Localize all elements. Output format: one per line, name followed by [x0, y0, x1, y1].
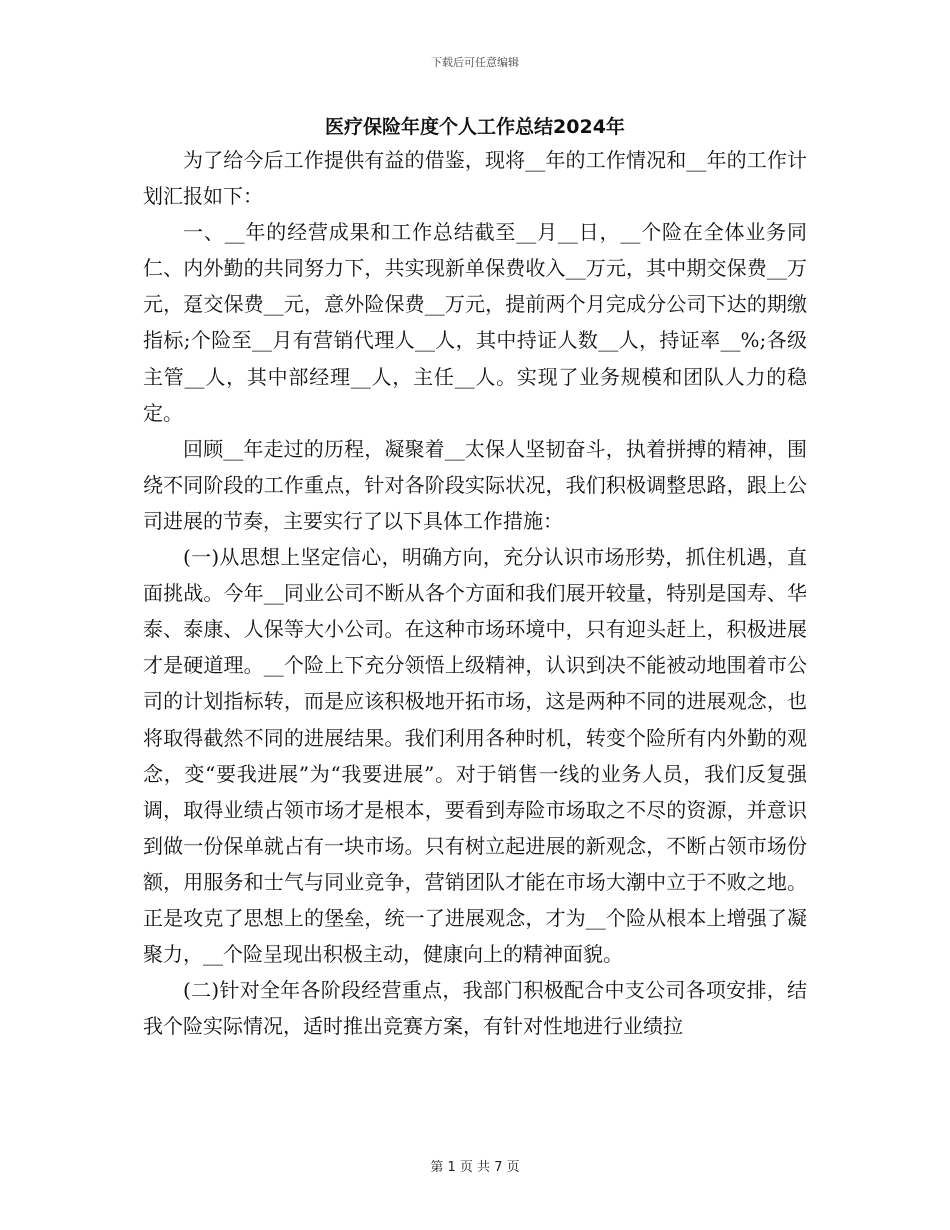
paragraph-measure-2: (二)针对全年各阶段经营重点，我部门积极配合中支公司各项安排，结我个险实际情况，适时推出竞赛方案，有针对性地进行业绩拉: [143, 978, 807, 1039]
page-number: 第 1 页 共 7 页: [430, 1160, 520, 1175]
paragraph-measure-1: (一)从思想上坚定信心，明确方向，充分认识市场形势，抓住机遇，直面挑战。今年__同业公司不断从各个方面和我们展开较量，特别是国寿、华泰、泰康、人保等大小公司。在这种市场环境中，只有迎头赶上，积极进展才是硬道理。__个险上下充分领悟上级精神，认识到决不能被动地围着市公司的计划指标转，而是应该积极地开拓市场，这是两种不同的进展观念，也将取得截然不同的进展结果。我们利用各种时机，转变个险所有内外勤的观念，变“要我进展”为“我要进展”。对于销售一线的业务人员，我们反复强调，取得业绩占领市场才是根本，要看到寿险市场取之不尽的资源，并意识到做一份保单就占有一块市场。只有树立起进展的新观念，不断占领市场份额，用服务和士气与同业竞争，营销团队才能在市场大潮中立于不败之地。正是攻克了思想上的堡垒，统一了进展观念，才为__个险从根本上增强了凝聚力，__个险呈现出积极主动，健康向上的精神面貌。: [143, 545, 807, 967]
document-title: 医疗保险年度个人工作总结2024年: [325, 116, 625, 138]
paragraph-intro: 为了给今后工作提供有益的借鉴，现将__年的工作情况和__年的工作计划汇报如下：: [143, 148, 807, 209]
paragraph-results: 一、__年的经营成果和工作总结截至__月__日，__个险在全体业务同仁、内外勤的共同努力下，共实现新单保费收入__万元，其中期交保费__万元，趸交保费__元，意外险保费__万元，提前两个月完成分公司下达的期缴指标;个险至__月有营销代理人__人，其中持证人数__人，持证率__%;各级主管__人，其中部经理__人，主任__人。实现了业务规模和团队人力的稳定。: [143, 220, 807, 425]
document-body: [143, 142, 807, 1044]
paragraph-review: 回顾__年走过的历程，凝聚着__太保人坚韧奋斗，执着拼搏的精神，围绕不同阶段的工作重点，针对各阶段实际状况，我们积极调整思路，跟上公司进展的节奏，主要实行了以下具体工作措施：: [143, 436, 807, 533]
header-note: 下载后可任意编辑: [431, 56, 519, 69]
